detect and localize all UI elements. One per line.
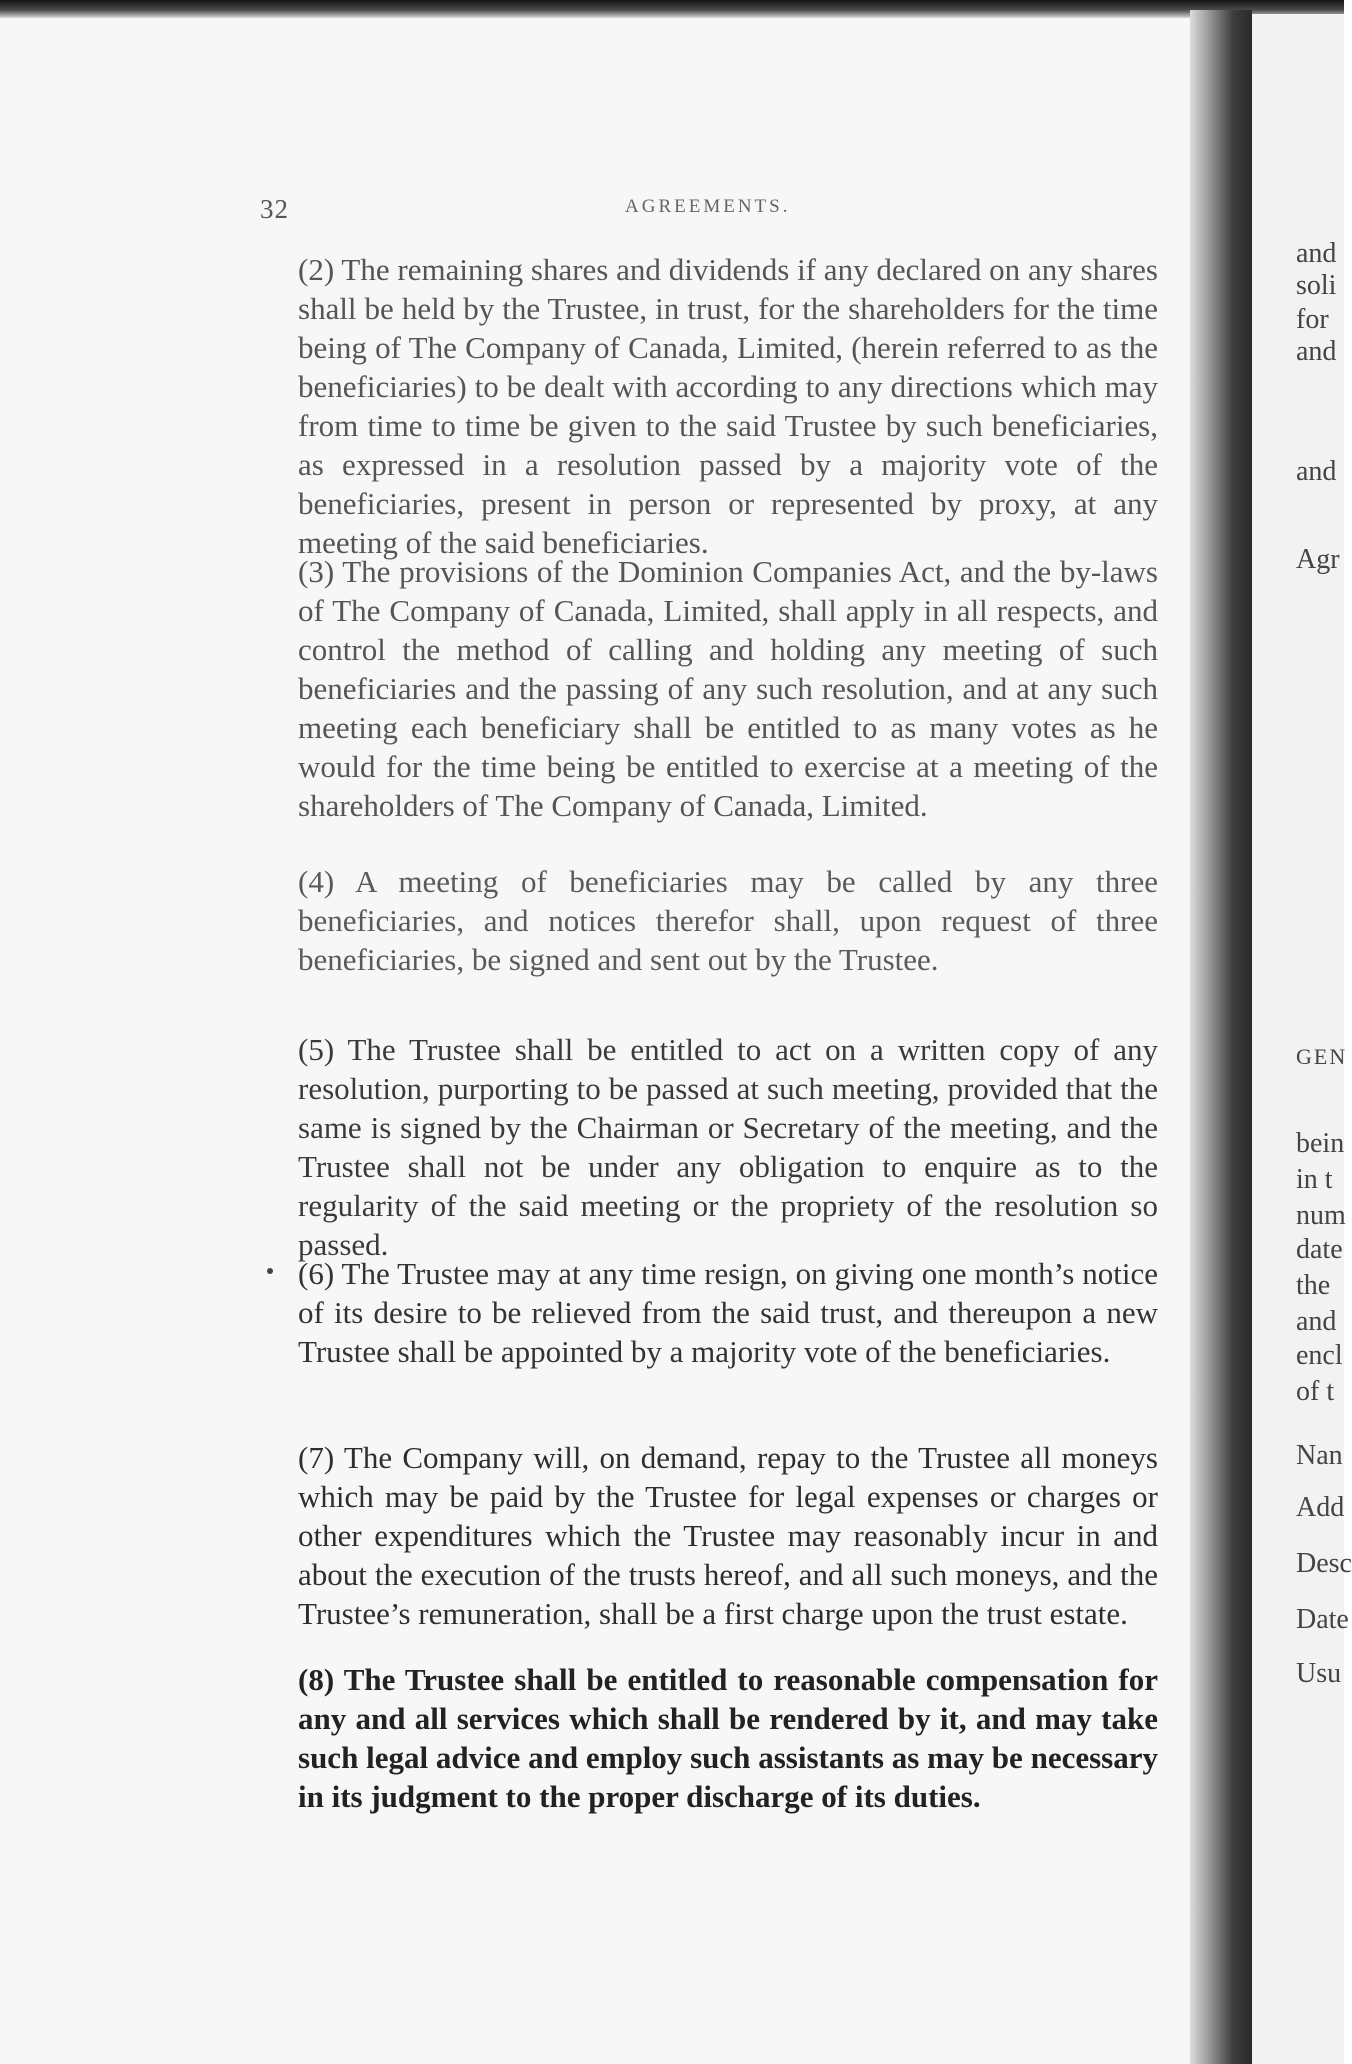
paragraph-number: (5) bbox=[298, 1032, 335, 1067]
facing-page-fragment: Usu bbox=[1296, 1658, 1342, 1689]
paragraph-number: (2) bbox=[298, 252, 335, 287]
facing-page-fragment: for bbox=[1296, 304, 1329, 335]
paragraph-5 bbox=[298, 1030, 1158, 1264]
paragraph-text: The Trustee shall be entitled to reasonable compensation for any and all services which shall be rendered by it, and may take such legal advice and employ such assistants as may be necessary in its judgment to the proper discharge of its duties. bbox=[298, 1662, 1158, 1814]
paragraph-number: (8) bbox=[298, 1662, 335, 1697]
paragraph-text: The Company will, on demand, repay to the Trustee all moneys which may be paid by the Trustee for legal expenses or charges or other expenditures which the Trustee may reasonably incur in and about the execution of the trusts hereof, and all such moneys, and the Trustee’s remuneration, shall be a first charge upon the trust estate. bbox=[298, 1440, 1158, 1631]
book-top-edge bbox=[0, 0, 1344, 18]
facing-page-fragment: encl bbox=[1296, 1340, 1343, 1371]
facing-page-fragment: Nan bbox=[1296, 1440, 1343, 1471]
paragraph-text: The Trustee shall be entitled to act on a written copy of any resolution, purporting to be passed at such meeting, provided that the same is signed by the Chairman or Secretary of the meeting, and the Trustee shall not be under any obligation to enquire as to the regularity of the said meeting or the propriety of the resolution so passed. bbox=[298, 1032, 1158, 1262]
page-header bbox=[260, 194, 1140, 224]
paragraph-text: A meeting of beneficiaries may be called by any three beneficiaries, and notices therefor shall, upon request of three beneficiaries, be signed and sent out by the Trustee. bbox=[298, 864, 1158, 977]
facing-page-fragment: soli bbox=[1296, 270, 1337, 301]
facing-page-fragment: Date bbox=[1296, 1604, 1349, 1635]
facing-page-fragment: and bbox=[1296, 238, 1337, 269]
paragraph-text: The provisions of the Dominion Companies Act, and the by-laws of The Company of Canada, Limited, shall apply in all respects, and control the method of calling and holding any meeting of such beneficiaries and the passing of any such resolution, and at any such meeting each beneficiary shall be entitled to as many votes as he would for the time being be entitled to exercise at a meeting of the shareholders of The Company of Canada, Limited. bbox=[298, 554, 1158, 823]
facing-page-fragment: the bbox=[1296, 1270, 1331, 1301]
paragraph-8 bbox=[298, 1660, 1158, 1816]
paragraph-text: The Trustee may at any time resign, on giving one month’s notice of its desire to be relieved from the said trust, and thereupon a new Trustee shall be appointed by a majority vote of the beneficiaries. bbox=[298, 1256, 1158, 1369]
paragraph-4 bbox=[298, 862, 1158, 979]
book-gutter bbox=[1190, 10, 1252, 2064]
facing-page-fragment: Desc bbox=[1296, 1548, 1352, 1579]
facing-page-fragment: bein bbox=[1296, 1128, 1345, 1159]
paragraph-number: (7) bbox=[298, 1440, 335, 1475]
page-number: 32 bbox=[260, 194, 289, 224]
facing-page-fragment: Add bbox=[1296, 1492, 1345, 1523]
paragraph-3 bbox=[298, 552, 1158, 825]
facing-page-fragment: date bbox=[1296, 1234, 1343, 1265]
paragraph-text: The remaining shares and dividends if any declared on any shares shall be held by the Trustee, in trust, for the shareholders for the time being of The Company of Canada, Limited, (herein referred to as the beneficiaries) to be dealt with according to any directions which may from time to time be given to the said Trustee by such beneficiaries, as expressed in a resolution passed by a majority vote of the beneficiaries, present in person or represented by proxy, at any meeting of the said beneficiaries. bbox=[298, 252, 1158, 560]
margin-mark bbox=[267, 1268, 273, 1274]
facing-page-fragment: GEN bbox=[1296, 1044, 1348, 1069]
paragraph-6 bbox=[298, 1254, 1158, 1371]
paragraph-number: (6) bbox=[298, 1256, 335, 1291]
facing-page-fragment: of t bbox=[1296, 1376, 1335, 1407]
paragraph-2 bbox=[298, 250, 1158, 562]
facing-page-fragment: in t bbox=[1296, 1164, 1333, 1195]
facing-page-fragment: and bbox=[1296, 456, 1337, 487]
paragraph-number: (4) bbox=[298, 864, 335, 899]
running-head: AGREEMENTS. bbox=[625, 196, 791, 217]
facing-page bbox=[1252, 14, 1352, 2064]
paragraph-number: (3) bbox=[298, 554, 335, 589]
facing-page-fragment: Agr bbox=[1296, 544, 1340, 575]
facing-page-fragment: num bbox=[1296, 1200, 1346, 1231]
facing-page-fragment: and bbox=[1296, 336, 1337, 367]
paragraph-7 bbox=[298, 1438, 1158, 1633]
facing-page-fragment: and bbox=[1296, 1306, 1337, 1337]
